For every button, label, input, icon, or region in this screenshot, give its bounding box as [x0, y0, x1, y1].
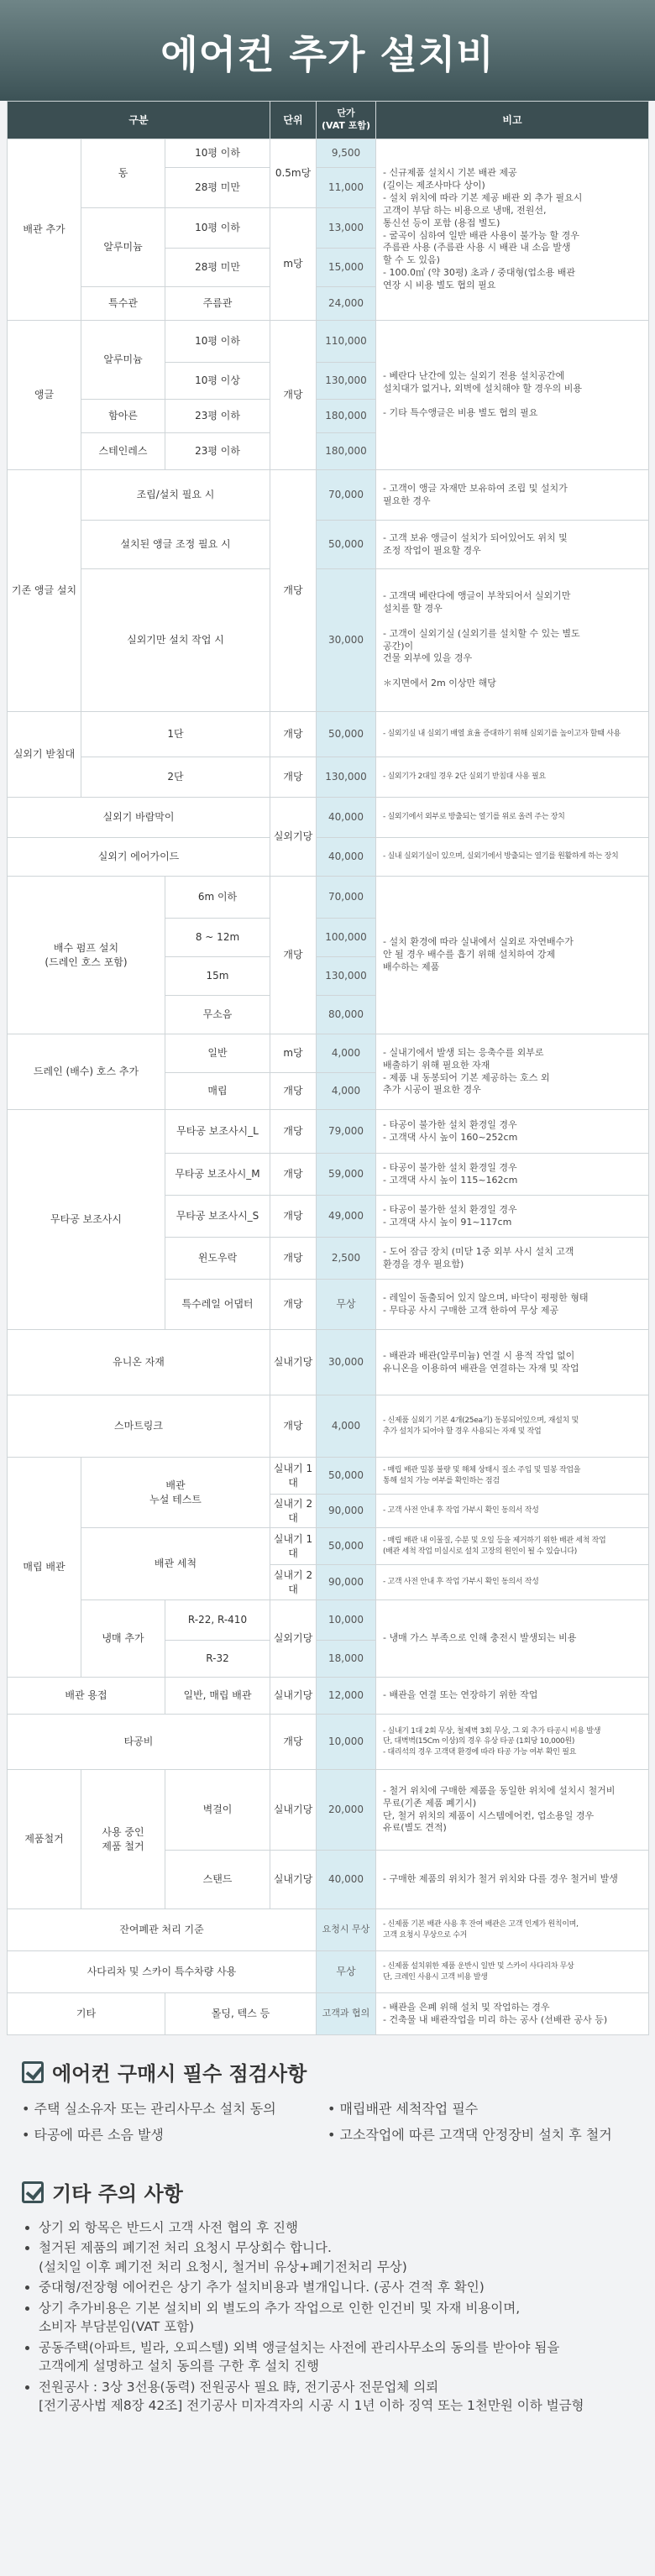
- spec-cell: 주름관: [165, 287, 270, 321]
- unit-cell: 개당: [270, 1073, 317, 1110]
- note-cell: - 고객 보유 앵글이 설치가 되어있어도 위치 및 조정 작업이 필요할 경우: [376, 521, 649, 569]
- price-cell: 80,000: [317, 996, 376, 1034]
- note-cell: - 배관을 은폐 위해 설치 및 작업하는 경우 - 건축물 내 배관작업을 미리 하는 공사 (선배관 공사 등): [376, 1993, 649, 2035]
- list-item: • 고소작업에 따른 고객댁 안정장비 설치 후 철거: [328, 2124, 633, 2144]
- table-row: [8, 1458, 649, 1495]
- spec-cell: 23평 이하: [165, 433, 270, 470]
- unit-cell: 개당: [270, 470, 317, 712]
- item-cell: 실외기만 설치 작업 시: [81, 569, 270, 712]
- spec-cell: 몰딩, 텍스 등: [165, 1993, 317, 2035]
- note-cell: - 타공이 불가한 설치 환경일 경우 - 고객댁 사시 높이 115~162cm: [376, 1154, 649, 1196]
- note-cell: - 매립 배관 밀봉 불량 및 해체 상태시 질소 주입 및 밀봉 작업을 통해 설치 가능 여부를 확인하는 점검: [376, 1458, 649, 1495]
- note-cell: - 철거 위치에 구매한 제품을 동일한 위치에 설치시 철거비 무료(기존 제품 폐기시) 단, 철거 위치의 제품이 시스템에어컨, 업소용일 경우 유료(별도 견적): [376, 1770, 649, 1851]
- item-cell: 2단: [81, 757, 270, 798]
- unit-cell: 실내기 2대: [270, 1565, 317, 1600]
- note-cell: - 매립 배관 내 이물질, 수분 및 오일 등을 제거하기 위한 배관 세척 작업 (배관 세척 작업 미실시로 설치 고장의 원인이 될 수 있습니다): [376, 1528, 649, 1565]
- price-cell: 18,000: [317, 1641, 376, 1678]
- spec-cell: 무타공 보조사시_M: [165, 1154, 270, 1196]
- subcategory-cell: 알루미늄: [81, 321, 165, 400]
- price-cell: 59,000: [317, 1154, 376, 1196]
- item-cell: 사다리차 및 스카이 특수차량 사용: [8, 1951, 317, 1993]
- table-row: [8, 1715, 649, 1770]
- spec-cell: 6m 이하: [165, 877, 270, 919]
- category-cell: 앵글: [8, 321, 81, 470]
- spec-cell: 매립: [165, 1073, 270, 1110]
- list-item: • 철거된 제품의 폐기전 처리 요청시 무상회수 합니다. (설치일 이후 폐기전 처리 요청시, 철거비 유상+폐기전처리 무상): [39, 2238, 633, 2276]
- unit-cell: 개당: [270, 1395, 317, 1458]
- price-cell: 고객과 협의: [317, 1993, 376, 2035]
- table-row: [8, 1034, 649, 1073]
- unit-cell: 실내기당: [270, 1851, 317, 1909]
- item-cell: 배관 용접: [8, 1678, 165, 1715]
- note-cell: - 설치 환경에 따라 실내에서 실외로 자연배수가 안 될 경우 배수를 흡기 위해 설치하여 강제 배수하는 제품: [376, 877, 649, 1034]
- price-cell: 79,000: [317, 1110, 376, 1154]
- note-cell: - 고객이 앵글 자재만 보유하여 조립 및 설치가 필요한 경우: [376, 470, 649, 521]
- note-cell: - 타공이 불가한 설치 환경일 경우 - 고객댁 사시 높이 160~252cm: [376, 1110, 649, 1154]
- spec-cell: 특수레일 어댑터: [165, 1280, 270, 1330]
- item-cell: 잔여폐관 처리 기준: [8, 1909, 317, 1951]
- price-cell: 20,000: [317, 1770, 376, 1851]
- spec-cell: R-32: [165, 1641, 270, 1678]
- list-item: • 중대형/전장형 에어컨은 상기 추가 설치비용과 별개입니다. (공사 견적 후 확인): [39, 2278, 633, 2296]
- subcategory-cell: 배관 세척: [81, 1528, 270, 1600]
- caution-title: 기타 주의 사항: [22, 2177, 633, 2207]
- price-cell: 100,000: [317, 919, 376, 957]
- table-row: [8, 838, 649, 877]
- table-row: [8, 1951, 649, 1993]
- spec-cell: 23평 이하: [165, 400, 270, 433]
- table-row: [8, 798, 649, 838]
- note-cell: - 실외기실 내 실외기 배열 효율 증대하기 위해 실외기를 높이고자 할때 사용: [376, 712, 649, 757]
- spec-cell: 벽걸이: [165, 1770, 270, 1851]
- price-cell: 4,000: [317, 1073, 376, 1110]
- spec-cell: 10평 이하: [165, 208, 270, 249]
- unit-cell: 개당: [270, 321, 317, 470]
- price-cell: 130,000: [317, 363, 376, 400]
- price-cell: 50,000: [317, 1528, 376, 1565]
- unit-cell: m당: [270, 1034, 317, 1073]
- table-row: [8, 757, 649, 798]
- price-cell: 24,000: [317, 287, 376, 321]
- note-cell: - 타공이 불가한 설치 환경일 경우 - 고객댁 사시 높이 91~117cm: [376, 1196, 649, 1238]
- unit-cell: 개당: [270, 1196, 317, 1238]
- note-cell: - 실외기에서 외부로 방출되는 열기를 위로 올려 주는 장치: [376, 798, 649, 838]
- note-cell: - 베란다 난간에 있는 실외기 전용 설치공간에 설치대가 없거나, 외벽에 설치해야 할 경우의 비용 - 기타 특수앵글은 비용 별도 협의 필요: [376, 321, 649, 470]
- unit-cell: 실내기 1대: [270, 1458, 317, 1495]
- spec-cell: 무타공 보조사시_S: [165, 1196, 270, 1238]
- list-item: • 전원공사 : 3상 3선용(동력) 전원공사 필요 時, 전기공사 전문업체 의뢰 [전기공사법 제8장 42조] 전기공사 미자격자의 시공 시 1년 이하 징역 또는 1천만원 이하 벌금형: [39, 2378, 633, 2416]
- price-cell: 49,000: [317, 1196, 376, 1238]
- note-cell: - 냉매 가스 부족으로 인해 충전시 발생되는 비용: [376, 1600, 649, 1678]
- item-cell: 유니온 자재: [8, 1330, 270, 1395]
- table-row: [8, 521, 649, 569]
- note-cell: - 실외기가 2대일 경우 2단 실외기 받침대 사용 필요: [376, 757, 649, 798]
- table-row: [8, 1993, 649, 2035]
- note-cell: - 신제품 실외기 기본 4개(25ea기) 동봉되어있으며, 재설치 및 추가 설치가 되어야 할 경우 사용되는 자재 및 작업: [376, 1395, 649, 1458]
- header-note: 비고: [376, 102, 649, 139]
- unit-cell: 개당: [270, 1280, 317, 1330]
- price-cell: 180,000: [317, 433, 376, 470]
- table-row: [8, 1110, 649, 1154]
- spec-cell: 10평 이하: [165, 139, 270, 168]
- spec-cell: 스탠드: [165, 1851, 270, 1909]
- header-price: 단가 (VAT 포함): [317, 102, 376, 139]
- unit-cell: 개당: [270, 757, 317, 798]
- note-cell: - 실내기에서 발생 되는 응축수를 외부로 배출하기 위해 필요한 자재 - 제품 내 동봉되어 기본 제공하는 호스 외 추가 시공이 필요한 경우: [376, 1034, 649, 1110]
- table-row: [8, 470, 649, 521]
- price-cell: 요청시 무상: [317, 1909, 376, 1951]
- price-cell: 90,000: [317, 1565, 376, 1600]
- table-row: [8, 1528, 649, 1565]
- list-item: • 타공에 따른 소음 발생: [22, 2124, 328, 2144]
- page-title: 에어컨 추가 설치비: [0, 0, 655, 101]
- subcategory-cell: 특수관: [81, 287, 165, 321]
- category-cell: 배수 펌프 설치 (드레인 호스 포함): [8, 877, 165, 1034]
- category-cell: 실외기 받침대: [8, 712, 81, 798]
- price-cell: 4,000: [317, 1034, 376, 1073]
- price-cell: 110,000: [317, 321, 376, 363]
- item-cell: 1단: [81, 712, 270, 757]
- item-cell: 조립/설치 필요 시: [81, 470, 270, 521]
- price-cell: 무상: [317, 1280, 376, 1330]
- spec-cell: 15m: [165, 957, 270, 996]
- note-cell: - 신제품 기본 배관 사용 후 잔여 배관은 고객 인계가 원칙이며, 고객 요청시 무상으로 수거: [376, 1909, 649, 1951]
- price-cell: 40,000: [317, 798, 376, 838]
- price-cell: 2,500: [317, 1238, 376, 1280]
- unit-cell: 실외기당: [270, 798, 317, 877]
- category-cell: 배관 추가: [8, 139, 81, 321]
- unit-cell: 개당: [270, 1154, 317, 1196]
- unit-cell: 개당: [270, 1110, 317, 1154]
- spec-cell: 일반: [165, 1034, 270, 1073]
- table-row: [8, 569, 649, 712]
- price-cell: 40,000: [317, 838, 376, 877]
- price-cell: 12,000: [317, 1678, 376, 1715]
- price-cell: 30,000: [317, 1330, 376, 1395]
- unit-cell: 실내기당: [270, 1330, 317, 1395]
- item-cell: 실외기 바람막이: [8, 798, 270, 838]
- price-cell: 70,000: [317, 877, 376, 919]
- category-cell: 드레인 (배수) 호스 추가: [8, 1034, 165, 1110]
- spec-cell: 일반, 매립 배관: [165, 1678, 270, 1715]
- unit-cell: m당: [270, 208, 317, 321]
- check-section: [0, 2035, 655, 2144]
- unit-cell: 실외기당: [270, 1600, 317, 1678]
- unit-cell: 0.5m당: [270, 139, 317, 208]
- price-cell: 15,000: [317, 249, 376, 287]
- category-cell: 매립 배관: [8, 1458, 81, 1678]
- table-row: [8, 321, 649, 363]
- note-cell: - 구매한 제품의 위치가 철거 위치와 다를 경우 철거비 발생: [376, 1851, 649, 1909]
- subcategory-cell: 배관 누설 테스트: [81, 1458, 270, 1528]
- item-cell: 실외기 에어가이드: [8, 838, 270, 877]
- unit-cell: 개당: [270, 712, 317, 757]
- table-row: [8, 1770, 649, 1851]
- spec-cell: 무소음: [165, 996, 270, 1034]
- price-cell: 90,000: [317, 1495, 376, 1528]
- price-cell: 30,000: [317, 569, 376, 712]
- table-row: [8, 712, 649, 757]
- caution-section: [0, 2144, 655, 2416]
- fee-table: [7, 101, 649, 2035]
- category-cell: 무타공 보조사시: [8, 1110, 165, 1330]
- price-cell: 9,500: [317, 139, 376, 168]
- list-item: • 공동주택(아파트, 빌라, 오피스텔) 외벽 앵글설치는 사전에 관리사무소의 동의를 받아야 됨을 고객에게 설명하고 설치 동의를 구한 후 설치 진행: [39, 2338, 633, 2376]
- unit-cell: 실내기당: [270, 1678, 317, 1715]
- price-cell: 4,000: [317, 1395, 376, 1458]
- price-cell: 13,000: [317, 208, 376, 249]
- unit-cell: 개당: [270, 1715, 317, 1770]
- note-cell: - 신제품 설치위한 제품 운반시 일반 및 스카이 사다리차 무상 단, 크레인 사용시 고객 비용 발생: [376, 1951, 649, 1993]
- price-cell: 130,000: [317, 757, 376, 798]
- table-row: [8, 1909, 649, 1951]
- subcategory-cell: 알루미늄: [81, 208, 165, 287]
- note-cell: - 레일이 돌출되어 있지 않으며, 바닥이 평평한 형태 - 무타공 사시 구매한 고객 한하여 무상 제공: [376, 1280, 649, 1330]
- price-cell: 180,000: [317, 400, 376, 433]
- table-row: [8, 1600, 649, 1641]
- table-header: [8, 102, 649, 139]
- spec-cell: 28평 미만: [165, 168, 270, 208]
- note-cell: - 고객 사전 안내 후 작업 가부시 확인 동의서 작성: [376, 1565, 649, 1600]
- table-row: [8, 1395, 649, 1458]
- check-title: 에어컨 구매시 필수 점검사항: [22, 2057, 633, 2086]
- list-item: • 매립배관 세척작업 필수: [328, 2098, 633, 2118]
- unit-cell: 개당: [270, 1238, 317, 1280]
- price-cell: 50,000: [317, 712, 376, 757]
- unit-cell: 실내기 1대: [270, 1528, 317, 1565]
- subcategory-cell: 스테인레스: [81, 433, 165, 470]
- spec-cell: 무타공 보조사시_L: [165, 1110, 270, 1154]
- checkbox-icon: [22, 2181, 44, 2203]
- category-cell: 제품철거: [8, 1770, 81, 1909]
- note-cell: - 신규제품 설치시 기본 배관 제공 (길이는 제조사마다 상이) - 설치 위치에 따라 기본 제공 배관 외 추가 필요시 고객이 부담 하는 비용으로 냉매, 전원선, 통신선 등이 포함 (용접 별도) - 굴곡이 심하여 일반 배관 사용이 불가능 할 경우 주름관 사용 (주름관 사용 시 배관 내 소음 발생 할 수 도 있음) - 100.0㎥ (약 30평) 초과 / 중대형(업소용 배관 연장 시 비용 별도 협의 필요: [376, 139, 649, 321]
- price-cell: 10,000: [317, 1600, 376, 1641]
- note-cell: - 실내 실외기실이 있으며, 실외기에서 방출되는 열기를 원활하게 하는 장치: [376, 838, 649, 877]
- checkbox-icon: [22, 2061, 44, 2083]
- item-cell: 타공비: [8, 1715, 270, 1770]
- item-cell: 설치된 앵글 조정 필요 시: [81, 521, 270, 569]
- category-cell: 기존 앵글 설치: [8, 470, 81, 712]
- header-category: 구분: [8, 102, 270, 139]
- subcategory-cell: 동: [81, 139, 165, 208]
- table-row: [8, 1678, 649, 1715]
- spec-cell: 10평 이하: [165, 321, 270, 363]
- price-cell: 130,000: [317, 957, 376, 996]
- subcategory-cell: 함아른: [81, 400, 165, 433]
- spec-cell: R-22, R-410: [165, 1600, 270, 1641]
- spec-cell: 10평 이상: [165, 363, 270, 400]
- category-cell: 기타: [8, 1993, 165, 2035]
- spec-cell: 윈도우락: [165, 1238, 270, 1280]
- spec-cell: 28평 미만: [165, 249, 270, 287]
- price-cell: 40,000: [317, 1851, 376, 1909]
- item-cell: 스마트링크: [8, 1395, 270, 1458]
- caution-list: [22, 2218, 633, 2416]
- table-row: [8, 877, 649, 919]
- subcategory-cell: 사용 중인 제품 철거: [81, 1770, 165, 1909]
- unit-cell: 개당: [270, 877, 317, 1034]
- note-cell: - 배관과 배관(알루미늄) 연결 시 용적 작업 없이 유니온을 이용하여 배관을 연결하는 자재 및 작업: [376, 1330, 649, 1395]
- price-cell: 무상: [317, 1951, 376, 1993]
- table-row: [8, 1330, 649, 1395]
- header-unit: 단위: [270, 102, 317, 139]
- price-cell: 50,000: [317, 521, 376, 569]
- list-item: • 상기 외 항목은 반드시 고객 사전 협의 후 진행: [39, 2218, 633, 2237]
- table-row: [8, 139, 649, 168]
- price-cell: 70,000: [317, 470, 376, 521]
- price-cell: 11,000: [317, 168, 376, 208]
- note-cell: - 배관을 연결 또는 연장하기 위한 작업: [376, 1678, 649, 1715]
- note-cell: - 고객 사전 안내 후 작업 가부시 확인 동의서 작성: [376, 1495, 649, 1528]
- check-list: [22, 2098, 633, 2144]
- price-cell: 50,000: [317, 1458, 376, 1495]
- price-cell: 10,000: [317, 1715, 376, 1770]
- unit-cell: 실내기당: [270, 1770, 317, 1851]
- spec-cell: 8 ~ 12m: [165, 919, 270, 957]
- note-cell: - 고객댁 베란다에 앵글이 부착되어서 실외기만 설치를 할 경우 - 고객이 실외기실 (실외기를 설치할 수 있는 별도 공간)이 건물 외부에 있을 경우 ＊지면에서 2m 이상만 해당: [376, 569, 649, 712]
- subcategory-cell: 냉매 추가: [81, 1600, 165, 1678]
- list-item: • 상기 추가비용은 기본 설치비 외 별도의 추가 작업으로 인한 인건비 및 자재 비용이며, 소비자 부담분임(VAT 포함): [39, 2299, 633, 2337]
- unit-cell: 실내기 2대: [270, 1495, 317, 1528]
- note-cell: - 도어 잠금 장치 (미닫 1중 외부 사시 설치 고객 환경을 경우 필요함): [376, 1238, 649, 1280]
- list-item: • 주택 실소유자 또는 관리사무소 설치 동의: [22, 2098, 328, 2118]
- note-cell: - 실내기 1대 2회 무상, 철제벽 3회 무상, 그 외 추가 타공시 비용 발생 단, 대벽벽(15Cm 이상)의 경우 유상 타공 (1회당 10,000원) - 대리석의 경우 고객댁 환경에 따라 타공 가능 여부 확인 필요: [376, 1715, 649, 1770]
